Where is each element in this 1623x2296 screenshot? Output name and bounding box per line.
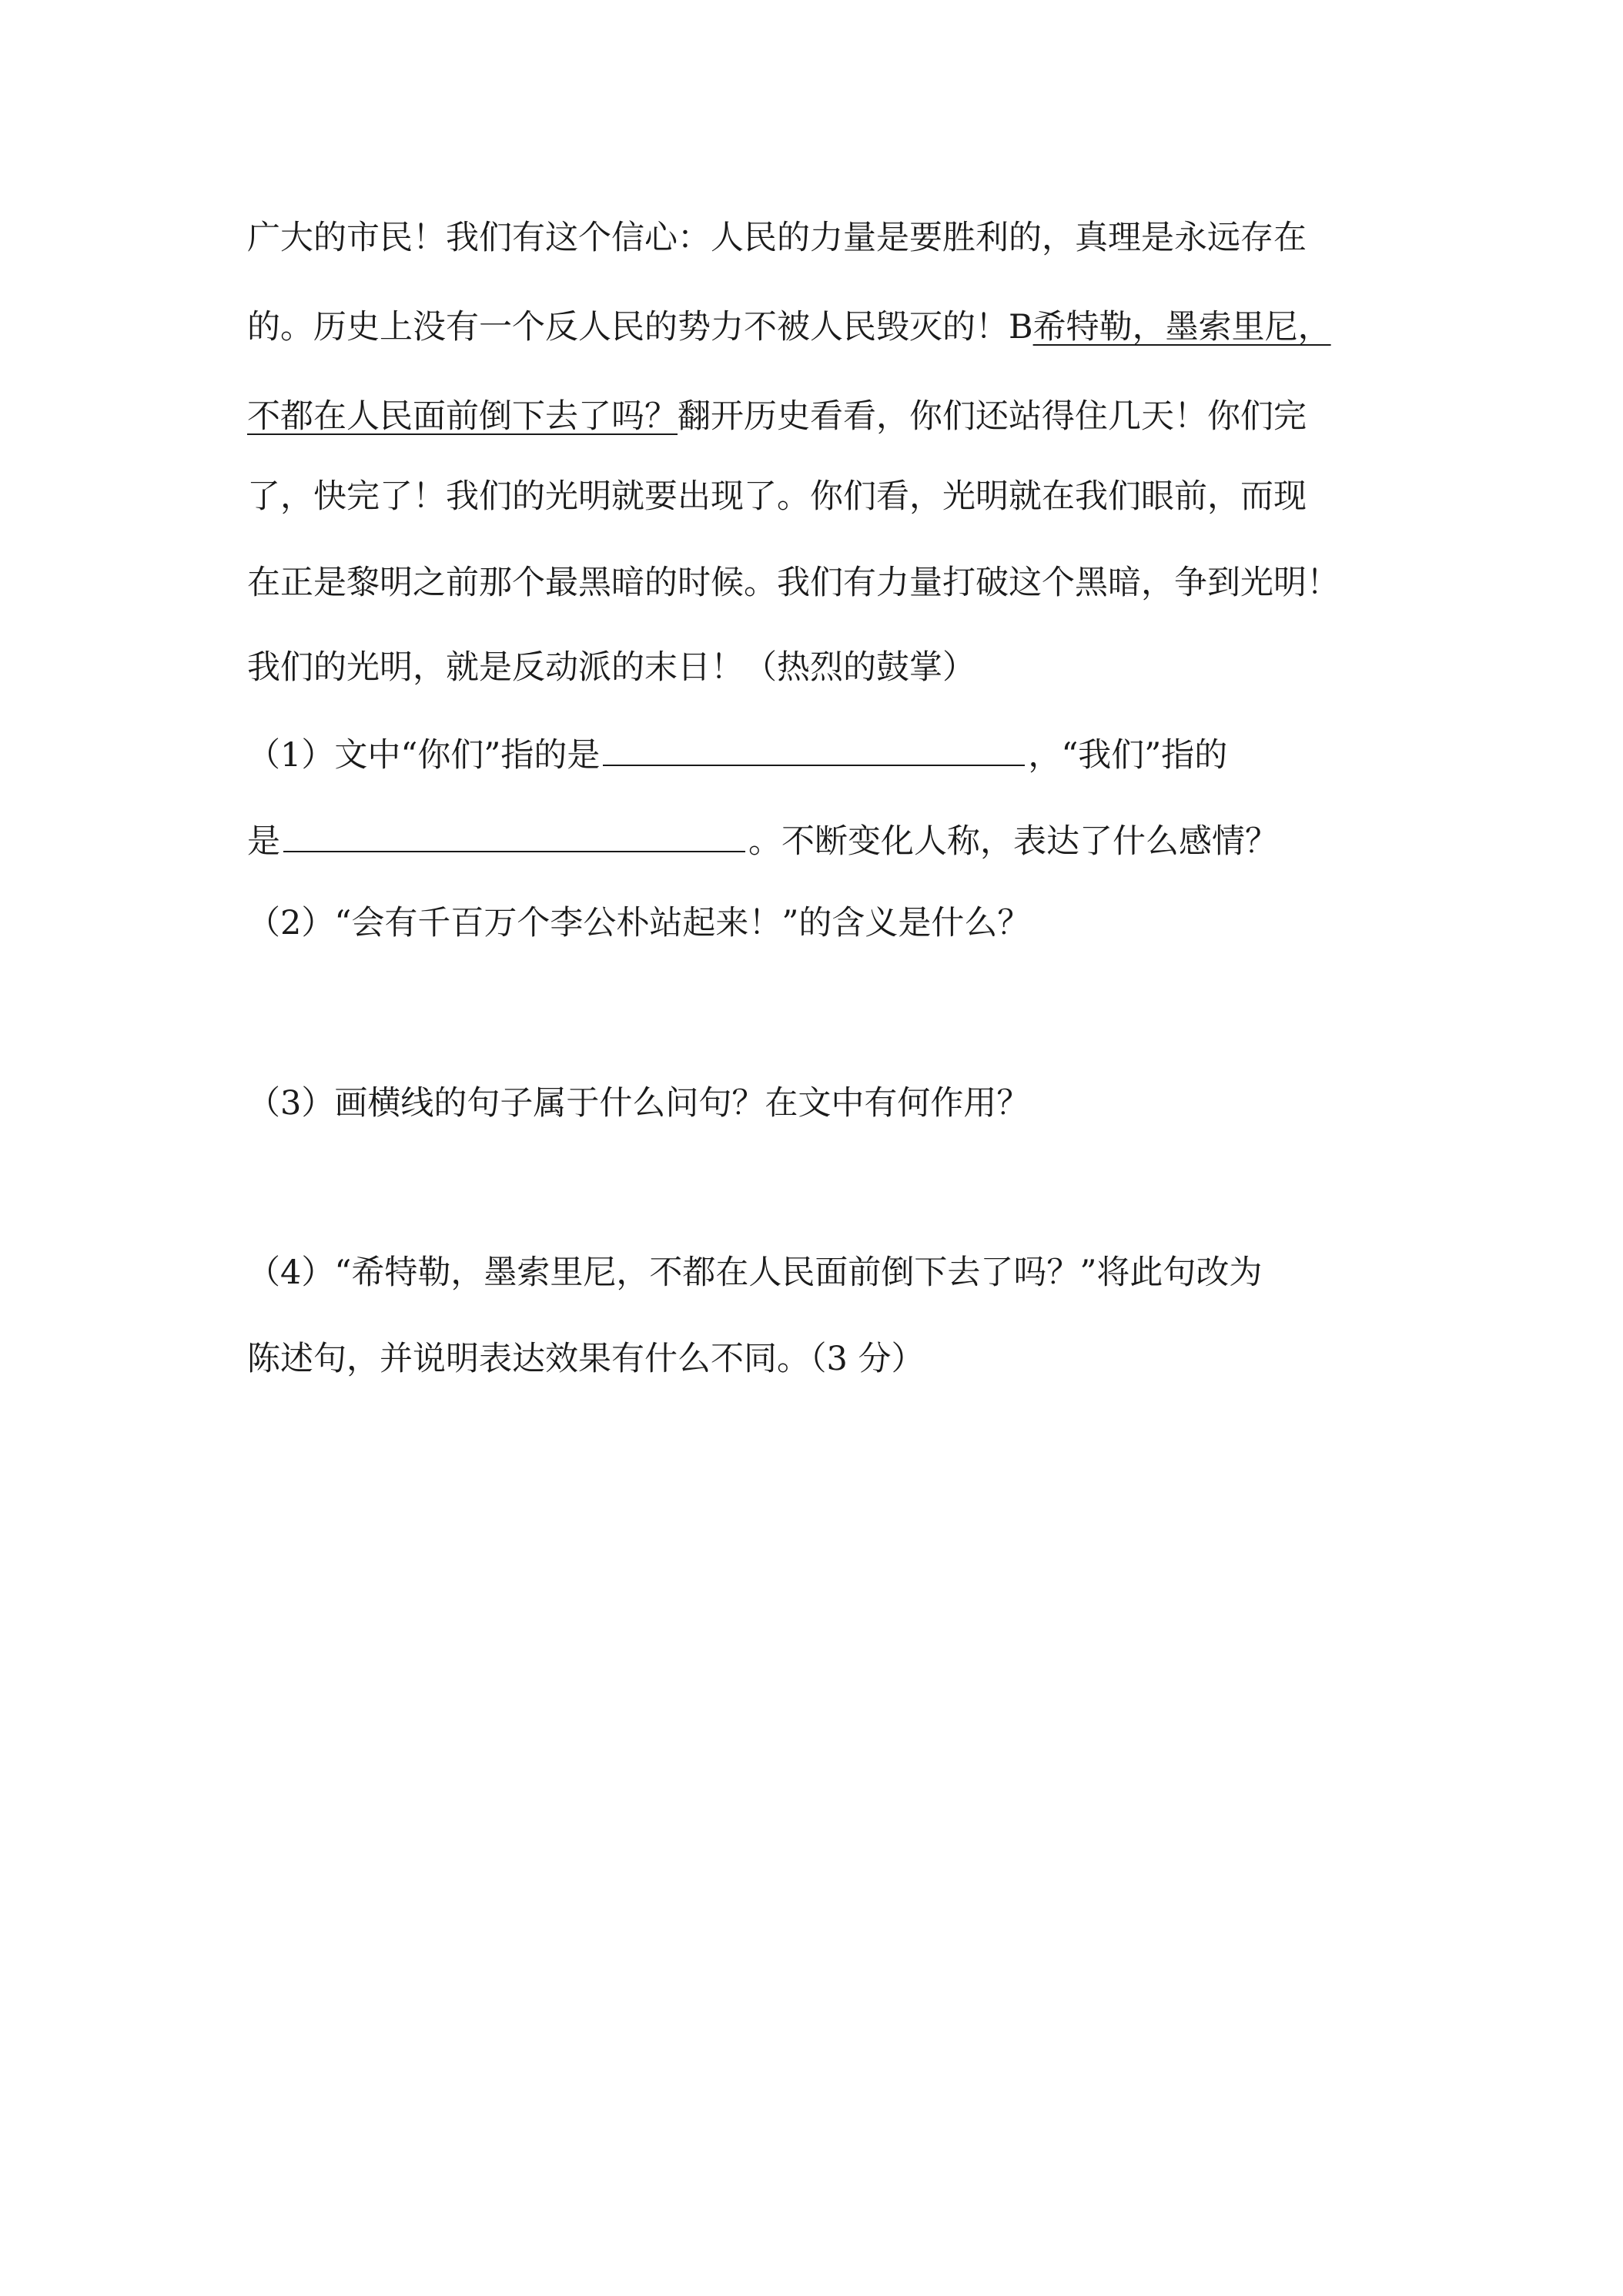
- underlined-sentence-part-1: 希特勒，墨索里尼，: [1032, 308, 1331, 346]
- question-1-line-1: [247, 733, 1394, 778]
- passage-line-3: [247, 394, 1394, 439]
- question-text: （1）文中“你们”指的是: [247, 736, 601, 775]
- question-text: （4）“希特勒，墨索里尼，不都在人民面前倒下去了吗？”将此句改为: [247, 1253, 1263, 1292]
- passage-text: 了，快完了！我们的光明就要出现了。你们看，光明就在我们眼前，而现: [247, 477, 1307, 516]
- passage-line-4: [247, 474, 1394, 519]
- passage-line-1: [247, 216, 1394, 260]
- question-3: [247, 1081, 1394, 1126]
- answer-blank-1[interactable]: [603, 734, 1025, 766]
- question-4-line-2: [247, 1337, 1394, 1381]
- passage-line-5: [247, 561, 1394, 605]
- underlined-sentence-part-2: 不都在人民面前倒下去了吗？: [247, 397, 678, 436]
- question-text: ，“我们”指的: [1028, 736, 1228, 775]
- question-2: [247, 901, 1394, 946]
- question-4-line-1: [247, 1250, 1394, 1295]
- passage-text: 的。历史上没有一个反人民的势力不被人民毁灭的！B: [247, 308, 1033, 346]
- question-1-line-2: [247, 819, 1394, 864]
- question-text: （3）画横线的句子属于什么问句？在文中有何作用？: [247, 1084, 1030, 1123]
- question-text: 是: [247, 822, 280, 861]
- passage-text: 我们的光明，就是反动派的末日！（热烈的鼓掌）: [247, 648, 975, 687]
- passage-line-6: [247, 645, 1394, 690]
- question-text: 。不断变化人称，表达了什么感情？: [748, 822, 1278, 861]
- answer-blank-2[interactable]: [283, 820, 745, 852]
- question-text: 陈述句，并说明表达效果有什么不同。（3 分）: [247, 1340, 925, 1378]
- passage-text: 在正是黎明之前那个最黑暗的时候。我们有力量打破这个黑暗，争到光明！: [247, 564, 1340, 602]
- question-text: （2）“会有千百万个李公朴站起来！”的含义是什么？: [247, 904, 1031, 942]
- passage-text: 广大的市民！我们有这个信心：人民的力量是要胜利的，真理是永远存在: [247, 219, 1307, 257]
- passage-text: 翻开历史看看，你们还站得住几天！你们完: [678, 397, 1307, 436]
- passage-line-2: [247, 305, 1394, 350]
